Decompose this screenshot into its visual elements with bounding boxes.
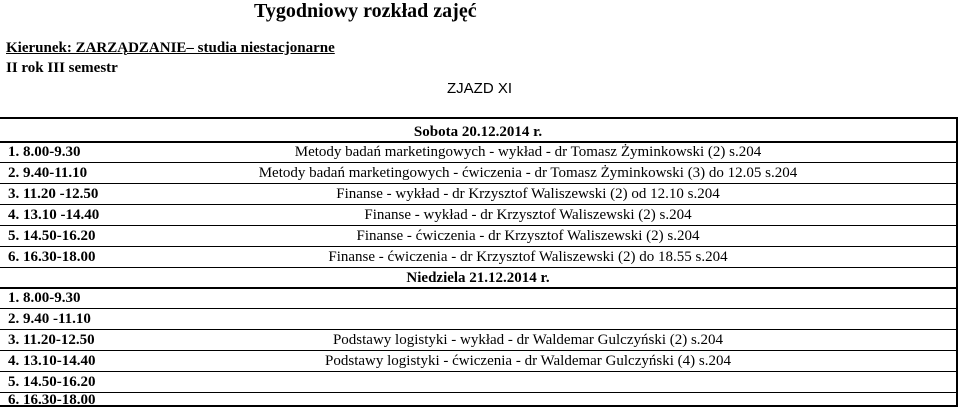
table-row: [0, 142, 956, 162]
lesson-cell: Finanse - wykład - dr Krzysztof Waliszewski (2) s.204: [364, 207, 692, 223]
time-slot: 6. 16.30-18.00: [8, 249, 96, 265]
time-slot: 6. 16.30-18.00: [8, 392, 96, 408]
day-title: Sobota 20.12.2014 r.: [413, 124, 543, 140]
time-slot: 5. 14.50-16.20: [8, 374, 96, 390]
table-row: [0, 163, 956, 183]
table-row: [0, 184, 956, 204]
time-slot: 1. 8.00-9.30: [8, 290, 81, 306]
time-slot: 2. 9.40 -11.10: [8, 311, 91, 327]
year-semester-label: II rok III semestr: [6, 60, 118, 76]
table-row: [0, 372, 956, 392]
time-slot: 4. 13.10 -14.40: [8, 207, 100, 223]
table-row: [0, 309, 956, 329]
lesson-cell: [100, 390, 956, 410]
lesson-cell: [100, 372, 956, 392]
lesson-cell: [100, 309, 956, 329]
kierunek-label: Kierunek: ZARZĄDZANIE– studia niestacjonarne: [6, 40, 335, 56]
table-row: [0, 247, 956, 267]
table-row: [0, 351, 956, 371]
table-row: [0, 226, 956, 246]
lesson-cell: Finanse - ćwiczenia - dr Krzysztof Waliszewski (2) do 18.55 s.204: [328, 249, 728, 265]
lesson-cell: Metody badań marketingowych - wykład - dr Tomasz Żyminkowski (2) s.204: [294, 144, 762, 160]
time-slot: 2. 9.40-11.10: [8, 165, 88, 181]
time-slot: 1. 8.00-9.30: [8, 144, 81, 160]
day-title: Niedziela 21.12.2014 r.: [406, 270, 550, 286]
time-slot: 3. 11.20 -12.50: [8, 186, 99, 202]
page-title: Tygodniowy rozkład zajęć: [254, 0, 477, 22]
lesson-cell: Finanse - ćwiczenia - dr Krzysztof Waliszewski (2) s.204: [356, 228, 700, 244]
time-slot: 4. 13.10-14.40: [8, 353, 96, 369]
table-row: [0, 205, 956, 225]
time-slot: 5. 14.50-16.20: [8, 228, 96, 244]
lesson-cell: [100, 288, 956, 308]
zjazd-label: ZJAZD XI: [447, 80, 513, 97]
time-slot: 3. 11.20-12.50: [8, 332, 95, 348]
schedule-table: [0, 117, 958, 407]
table-row: [0, 390, 956, 410]
sunday-day-header: [0, 268, 956, 288]
lesson-cell: Metody badań marketingowych - ćwiczenia - dr Tomasz Żyminkowski (3) do 12.05 s.204: [258, 165, 798, 181]
table-row: [0, 330, 956, 350]
lesson-cell: Podstawy logistyki - ćwiczenia - dr Waldemar Gulczyński (4) s.204: [325, 353, 731, 369]
table-row: [0, 288, 956, 308]
lesson-cell: Finanse - wykład - dr Krzysztof Waliszewski (2) od 12.10 s.204: [336, 186, 720, 202]
lesson-cell: Podstawy logistyki - wykład - dr Waldemar Gulczyński (2) s.204: [332, 332, 724, 348]
saturday-day-header: [0, 122, 956, 142]
